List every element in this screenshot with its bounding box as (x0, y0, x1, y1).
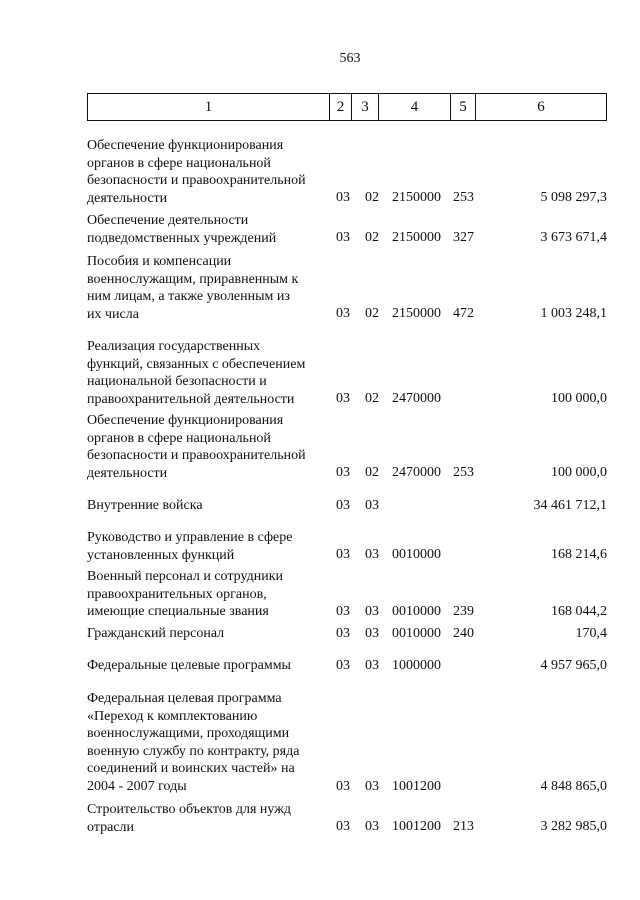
row-subsection: 02 (365, 190, 379, 205)
row-title: Руководство и управление в сфере установленных функций (87, 530, 293, 563)
row-section: 03 (336, 658, 350, 673)
row-title: Обеспечение функционирования органов в сфере национальной безопасности и правоохранительной деятельности (87, 413, 306, 481)
header-col-2: 2 (329, 94, 351, 120)
row-amount: 4 848 865,0 (540, 779, 607, 794)
row-amount: 34 461 712,1 (533, 498, 607, 513)
row-expense-type: 213 (453, 819, 474, 834)
row-amount: 168 044,2 (551, 604, 607, 619)
row-amount: 4 957 965,0 (540, 658, 607, 673)
row-title: Гражданский персонал (87, 626, 225, 641)
row-expense-type: 253 (453, 190, 474, 205)
row-section: 03 (336, 465, 350, 480)
row-section: 03 (336, 626, 350, 641)
row-target-code: 1001200 (392, 779, 441, 794)
row-title: Федеральные целевые программы (87, 658, 291, 673)
row-title: Реализация государственных функций, связанных с обеспечением национальной безопасности и правоохранительной деятельности (87, 339, 306, 407)
row-subsection: 03 (365, 626, 379, 641)
row-amount: 168 214,6 (551, 547, 607, 562)
row-title: Внутренние войска (87, 498, 203, 513)
row-title: Пособия и компенсации военнослужащим, приравненным к ним лицам, а также уволенным из их числа (87, 254, 299, 322)
row-target-code: 0010000 (392, 604, 441, 619)
row-expense-type: 240 (453, 626, 474, 641)
row-title: Федеральная целевая программа «Переход к комплектованию военнослужащими, проходящими военную службу по контракту, ряда соединений и воинских частей» на 2004 - 2007 годы (87, 691, 300, 794)
row-section: 03 (336, 391, 350, 406)
row-target-code: 2470000 (392, 465, 441, 480)
header-col-3: 3 (351, 94, 378, 120)
row-target-code: 1001200 (392, 819, 441, 834)
row-subsection: 02 (365, 465, 379, 480)
row-section: 03 (336, 779, 350, 794)
row-target-code: 0010000 (392, 547, 441, 562)
row-subsection: 03 (365, 819, 379, 834)
row-expense-type: 253 (453, 465, 474, 480)
row-section: 03 (336, 230, 350, 245)
row-section: 03 (336, 498, 350, 513)
row-expense-type: 472 (453, 306, 474, 321)
page-number: 563 (339, 51, 361, 66)
header-col-4: 4 (378, 94, 450, 120)
row-target-code: 0010000 (392, 626, 441, 641)
row-title: Обеспечение деятельности подведомственных учреждений (87, 213, 277, 246)
row-subsection: 03 (365, 658, 379, 673)
table-header (87, 93, 607, 121)
row-subsection: 02 (365, 391, 379, 406)
row-subsection: 03 (365, 547, 379, 562)
row-expense-type: 327 (453, 230, 474, 245)
header-col-6: 6 (475, 94, 606, 120)
row-amount: 3 282 985,0 (540, 819, 607, 834)
row-subsection: 03 (365, 498, 379, 513)
header-col-1: 1 (204, 99, 213, 115)
row-target-code: 2470000 (392, 391, 441, 406)
row-amount: 5 098 297,3 (540, 190, 607, 205)
row-section: 03 (336, 819, 350, 834)
row-title: Строительство объектов для нужд отрасли (87, 802, 292, 835)
row-section: 03 (336, 547, 350, 562)
row-amount: 3 673 671,4 (540, 230, 607, 245)
row-subsection: 03 (365, 604, 379, 619)
row-target-code: 2150000 (392, 306, 441, 321)
row-amount: 170,4 (575, 626, 607, 641)
row-title: Обеспечение функционирования органов в сфере национальной безопасности и правоохранительной деятельности (87, 138, 306, 206)
row-section: 03 (336, 306, 350, 321)
row-title: Военный персонал и сотрудники правоохранительных органов, имеющие специальные звания (87, 569, 283, 619)
row-amount: 1 003 248,1 (540, 306, 607, 321)
row-amount: 100 000,0 (551, 391, 607, 406)
row-section: 03 (336, 604, 350, 619)
row-expense-type: 239 (453, 604, 474, 619)
row-target-code: 1000000 (392, 658, 441, 673)
row-target-code: 2150000 (392, 230, 441, 245)
row-section: 03 (336, 190, 350, 205)
row-subsection: 02 (365, 306, 379, 321)
header-col-5: 5 (450, 94, 475, 120)
row-subsection: 02 (365, 230, 379, 245)
row-subsection: 03 (365, 779, 379, 794)
row-amount: 100 000,0 (551, 465, 607, 480)
row-target-code: 2150000 (392, 190, 441, 205)
